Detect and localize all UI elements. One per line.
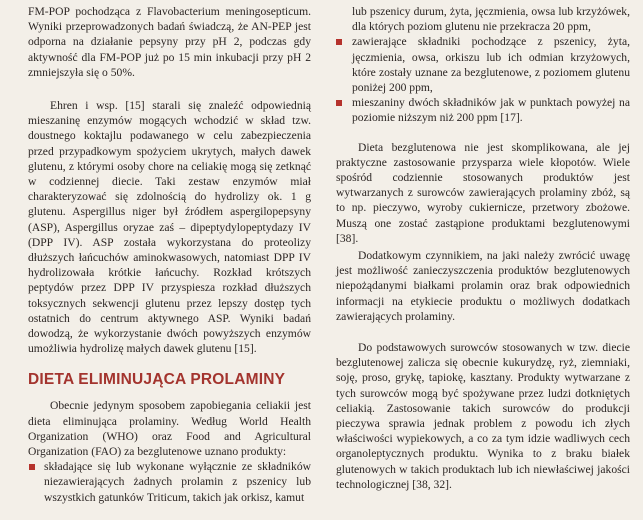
paragraph: lub pszenicy durum, żyta, jęczmienia, owsa lub krzyżówek, dla których poziom glutenu nie przekracza 20 ppm, [352, 5, 630, 34]
list-item [336, 34, 630, 95]
paragraph: FM-POP pochodząca z Flavobacterium meningosepticum. Wyniki przeprowadzonych badań świadczą, że AN-PEP jest odporna na działanie pepsyny przy pH 2, podczas gdy aktywność dla FM-POP już po 15 min inkubacji przy pH 2 zmniejszyła się o 50%. [28, 5, 311, 79]
square-bullet-icon [29, 464, 35, 470]
list-item-text: zawierające składniki pochodzące z pszenicy, żyta, jęczmienia, owsa, orkiszu lub ich odmian krzyżowych, które zostały uznane za bezglutenowe, z poziomem glutenu poniżej 200 ppm, [352, 35, 630, 95]
list-item-text: mieszaniny dwóch składników jak w punktach powyżej na poziomie niższym niż 200 ppm [17]. [352, 96, 630, 125]
square-bullet-icon [336, 39, 342, 45]
list-item [336, 95, 630, 125]
square-bullet-icon [336, 100, 342, 106]
paragraph: Do podstawowych surowców stosowanych w tzw. diecie bezglutenowej zalicza się obecnie kukurydzę, ryż, ziemniaki, soję, proso, grykę, tapiokę, kasztany. Produkty wytwarzane z tych surowców mogą być spożywane przez ludzi dotkniętych celiakią. Zastosowanie takich surowców do produkcji pieczywa sprawia jednak problem z powodu ich złych właściwości wypiekowych, a co za tym idzie wadliwych cech organoleptycznych produktu. Wynika to z braku białek glutenowych w takich produktach lub ich niewłaściwej jakości technologicznej [38, 32]. [336, 341, 630, 491]
list-item [28, 459, 311, 505]
bullet-list [336, 34, 630, 125]
list-item-text: składające się lub wykonane wyłącznie ze składników niezawierających żadnych prolamin z pszenicy lub wszystkich gatunków Triticum, takich jak orkisz, kamut [44, 460, 311, 504]
section-heading: DIETA ELIMINUJĄCA PROLAMINY [28, 371, 286, 389]
paragraph: Ehren i wsp. [15] starali się znaleźć odpowiednią mieszaninę enzymów mogących wchodzić w skład tzw. doustnego koktajlu podawanego w celu zabezpieczenia przed przypadkowym spożyciem ukrytych, małych dawek glutenu, z którymi osoby chore na celiakię mogą się zetknąć w codziennej diecie. Taki zestaw enzymów miał charakteryzować się zdolnością do hydrolizy ok. 1 g glutenu. Aspergillus niger był źródłem aspergilopepsyny (ASP), Aspergillus oryzae zaś – dipeptydylopeptydazy IV (DPP IV). ASP została wykorzystana do proteolizy dłuższych łańcuchów aminokwasowych, natomiast DPP IV hydrolizowała krótkie łańcuchy. Rozkład krótszych peptydów przez DPP IV przyspiesza rozkład dłuższych toksycznych sekwencji glutenu przez lepszy dostęp tych ostatnich do centrum aktywnego ASP. Wyniki badań dowodzą, że wykorzystanie dwóch powyższych enzymów umożliwia hydrolizę małych dawek glutenu [15]. [28, 99, 311, 356]
paragraph: Dieta bezglutenowa nie jest skomplikowana, ale jej praktyczne zastosowanie przysparza wiele kłopotów. Wiele spośród codziennie stosowanych produktów jest wytwarzanych z surowców zawierających prolaminy zbóż, są to np. pieczywo, wyroby cukiernicze, przetwory zbożowe. Muszą one zostać zastąpione produktami bezglutenowymi [38]. [336, 140, 630, 245]
left-column [28, 4, 311, 505]
paragraph: Dodatkowym czynnikiem, na jaki należy zwrócić uwagę jest możliwość zanieczyszczenia produktów bezglutenowych niepożądanymi białkami prolamin oraz brak odpowiednich informacji na etykiecie produktu o możliwych dodatkach zawierających prolaminy. [336, 249, 630, 323]
paragraph: Obecnie jedynym sposobem zapobiegania celiakii jest dieta eliminująca prolaminy. Według World Health Organization (WHO) oraz Food and Agricultural Organization (FAO) za bezglutenowe uznano produkty: [28, 399, 311, 459]
right-column [336, 4, 630, 492]
bullet-list [28, 459, 311, 505]
